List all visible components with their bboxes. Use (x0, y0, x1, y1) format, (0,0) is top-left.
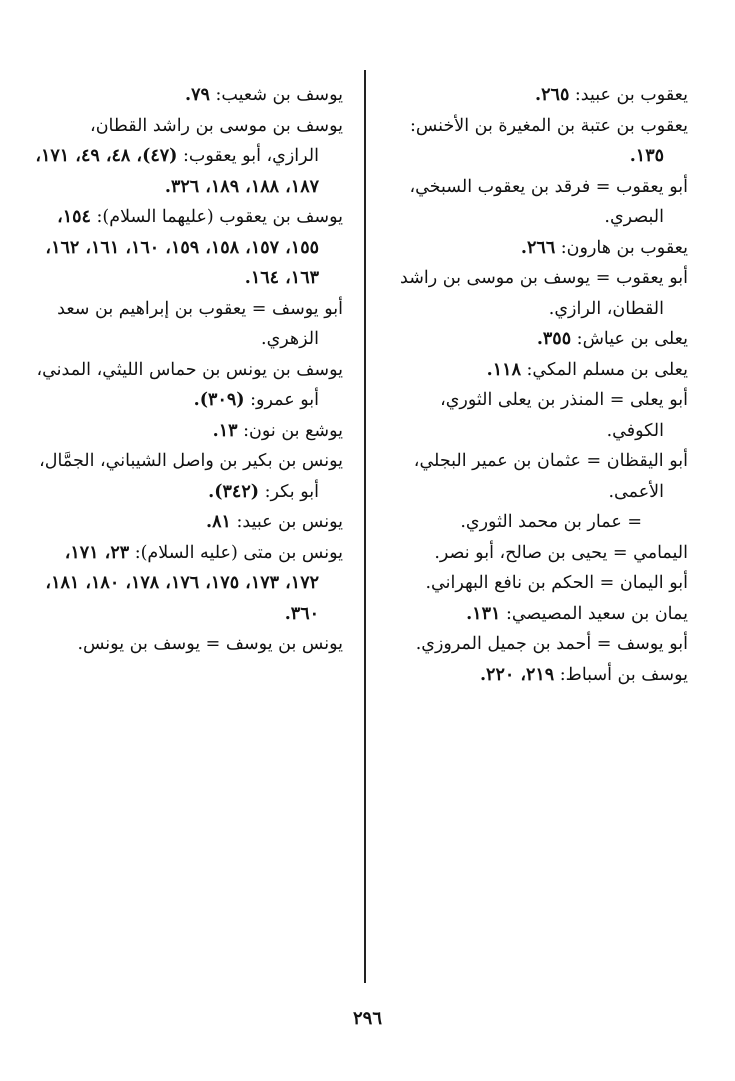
index-entry: يوسف بن شعيب: ٧٩. (185, 85, 343, 105)
index-column-left (33, 80, 343, 660)
column-divider (364, 70, 366, 983)
index-entry: أبو يعلى = المنذر بن يعلى الثوري، الكوفي. (440, 390, 688, 441)
index-entry: يعقوب بن هارون: ٢٦٦. (520, 237, 688, 258)
index-entry: أبو يعقوب = فرقد بن يعقوب السبخي، البصري. (409, 176, 688, 227)
index-entry: يونس بن يوسف = يوسف بن يونس. (77, 634, 343, 654)
index-entry: يونس بن عبيد: ٨١. (206, 512, 343, 532)
index-entry: يوسف بن يعقوب (عليهما السلام): ١٥٤، ١٥٥، ١٥٧، ١٥٨، ١٥٩، ١٦٠، ١٦١، ١٦٢، ١٦٣، ١٦٤. (45, 207, 343, 288)
index-entry: يعلى بن مسلم المكي: ١١٨. (486, 359, 688, 380)
index-entry: أبو اليمان = الحكم بن نافع البهراني. (425, 573, 688, 593)
index-entry: يعقوب بن عتبة بن المغيرة بن الأخنس: ١٣٥. (409, 115, 688, 166)
index-entry: يوسف بن يونس بن حماس الليثي، المدني، أبو عمرو: (٣٠٩). (36, 359, 343, 410)
index-entry: أبو اليقظان = عثمان بن عمير البجلي، الأعمى. (413, 451, 688, 502)
index-entry: أبو يعقوب = يوسف بن موسى بن راشد القطان، الرازي. (400, 268, 688, 319)
index-entry: يمان بن سعيد المصيصي: ١٣١. (466, 603, 688, 624)
index-entry: أبو يوسف = أحمد بن جميل المروزي. (415, 634, 688, 654)
index-entry: يونس بن متى (عليه السلام): ٢٣، ١٧١، ١٧٢، ١٧٣، ١٧٥، ١٧٦، ١٧٨، ١٨٠، ١٨١، ٣٦٠. (45, 542, 343, 624)
index-entry: يوشع بن نون: ١٣. (212, 420, 343, 441)
index-entry: يوسف بن موسى بن راشد القطان، الرازي، أبو يعقوب: (٤٧)، ٤٨، ٤٩، ١٧١، ١٨٧، ١٨٨، ١٨٩، ٣٢٦. (35, 115, 343, 197)
index-entry: يعقوب بن عبيد: ٢٦٥. (535, 85, 688, 105)
index-entry: أبو يوسف = يعقوب بن إبراهيم بن سعد الزهري. (57, 298, 343, 349)
index-column-right (378, 80, 688, 690)
index-entry: يونس بن بكير بن واصل الشيباني، الجمَّال، أبو بكر: (٣٤٢). (39, 451, 343, 502)
index-entry: اليمامي = يحيى بن صالح، أبو نصر. (434, 542, 688, 563)
index-entry-continuation: = عمار بن محمد الثوري. (460, 512, 642, 532)
page-number: ٢٩٦ (352, 1008, 382, 1029)
index-entry: يعلى بن عياش: ٣٥٥. (536, 329, 688, 349)
index-entry: يوسف بن أسباط: ٢١٩، ٢٢٠. (479, 664, 688, 685)
